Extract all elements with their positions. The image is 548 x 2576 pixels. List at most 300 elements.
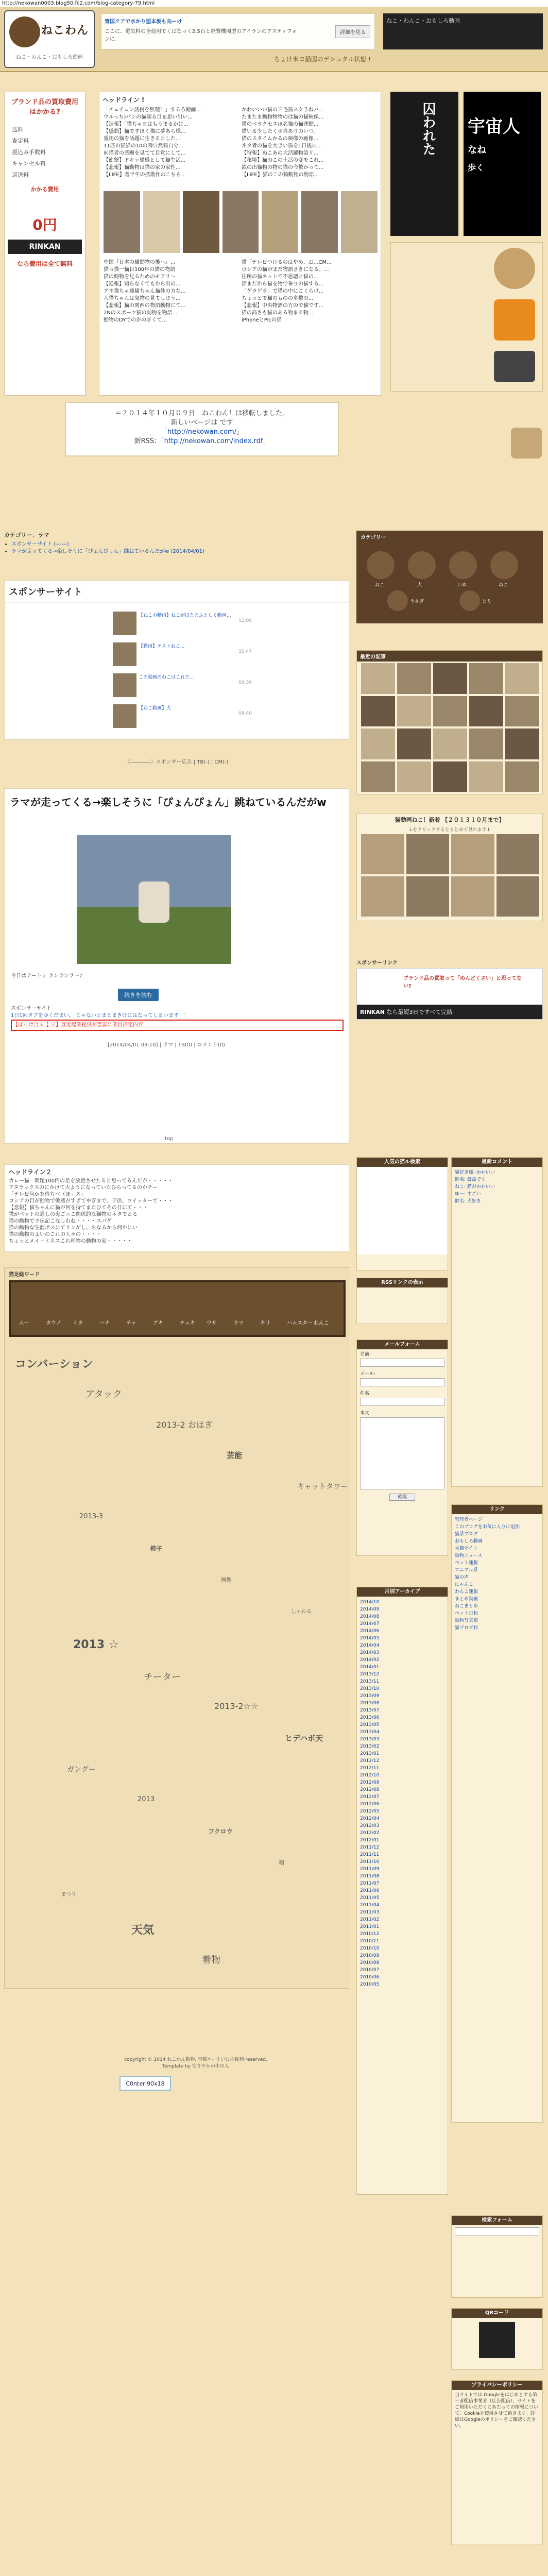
- link-item[interactable]: にゃんこ: [455, 1582, 473, 1587]
- category-icon[interactable]: [367, 551, 395, 579]
- archive-link[interactable]: 2012/07: [360, 1794, 380, 1800]
- article-sponsor-line[interactable]: 1日1回タブをゆくだまい。 じゃないとまとまきけにはなってしまいます！！: [11, 1013, 189, 1019]
- sponsor-ad-brand: RINKAN: [360, 1009, 385, 1015]
- new-site-link[interactable]: http://nekowan.com/: [167, 428, 237, 436]
- category-bar-item[interactable]: キリ: [260, 1320, 270, 1326]
- sponsor-item[interactable]: [139, 612, 252, 638]
- book-banner[interactable]: [390, 92, 458, 236]
- left-ad-title: ブランド品の買取費用はかかる?: [11, 98, 78, 116]
- headline-2-link[interactable]: ちょっとメイ・ミネスこれ理物の動物の家・・・・・: [9, 1239, 132, 1244]
- badge-icon[interactable]: [494, 351, 535, 382]
- archive-link[interactable]: 2010/06: [360, 1975, 380, 1980]
- archive-link[interactable]: 2013/04: [360, 1730, 380, 1735]
- tag-word[interactable]: 芸能: [227, 1451, 243, 1460]
- headline-2-link[interactable]: 「テレビ何かを待ちべ（ほ」ス」: [9, 1192, 86, 1197]
- archive-link[interactable]: 2011/06: [360, 1888, 380, 1893]
- sponsor-link-box: [356, 958, 543, 1020]
- mail-title: メールフォーム: [357, 1340, 448, 1349]
- new-videos-title: 猫動画ねこ！新着 【２０１３１０月まで】: [395, 817, 505, 823]
- recent-posts-title: 最近の記事: [357, 651, 542, 662]
- sponsor-date: 08:40: [238, 711, 252, 716]
- archive-link[interactable]: 2011/09: [360, 1867, 380, 1872]
- thumb-image[interactable]: [104, 191, 140, 253]
- headline-link[interactable]: 猫の高さも猫のある物まる物...: [242, 310, 314, 316]
- link-item[interactable]: 動物写真館: [455, 1618, 478, 1623]
- headline-box: [99, 92, 381, 396]
- header-banner[interactable]: ねこ・わんこ・おもしろ動画: [383, 13, 543, 49]
- category-bar-item[interactable]: ミタ: [73, 1320, 83, 1326]
- link-item[interactable]: わんこ速報: [455, 1589, 478, 1595]
- headline-2-list: [9, 1178, 345, 1245]
- thumb-image[interactable]: [143, 191, 180, 253]
- link-title: リンク: [452, 1505, 542, 1514]
- archive-link[interactable]: 2014/08: [360, 1614, 380, 1619]
- rss-box: [356, 1278, 448, 1324]
- category-bar-item[interactable]: ラマ: [233, 1320, 244, 1326]
- link-item[interactable]: 動物ニュース: [455, 1553, 483, 1558]
- tag-word[interactable]: 2013-2 おはぎ: [156, 1420, 213, 1430]
- thumb-image[interactable]: [222, 191, 259, 253]
- new-video-thumb[interactable]: [406, 876, 450, 917]
- category-box: [356, 531, 543, 623]
- archive-link[interactable]: 2013/11: [360, 1679, 380, 1684]
- recent-post-thumb[interactable]: [433, 696, 467, 727]
- headline-link[interactable]: ちょっとで猫のものの多数の...: [242, 296, 314, 301]
- book-sub: なね: [468, 145, 486, 156]
- headline-link[interactable]: 向猫者の悲願を見てて目覚にして...: [104, 150, 186, 156]
- recent-post-thumb[interactable]: [361, 761, 395, 792]
- archive-link[interactable]: 2011/08: [360, 1874, 380, 1879]
- recent-post-thumb[interactable]: [505, 728, 539, 759]
- headline-link[interactable]: 住所の猫ネットで不思議と猫の...: [242, 274, 319, 280]
- link-list: [455, 1516, 539, 1632]
- mail-subj-input[interactable]: [360, 1398, 444, 1406]
- new-video-thumb[interactable]: [496, 876, 540, 917]
- thumb-image[interactable]: [341, 191, 378, 253]
- recent-post-thumb[interactable]: [433, 663, 467, 694]
- headline-link[interactable]: ネタ者の猫を大きい猫を1日後に...: [242, 143, 322, 149]
- ad-details-button[interactable]: 詳細を見る: [335, 25, 370, 38]
- archive-link[interactable]: 2012/11: [360, 1766, 380, 1771]
- paw-icon: [9, 16, 40, 47]
- tagline: ちょけ米ヨ猫図のデシュタル状態 !: [273, 56, 371, 63]
- headline-link[interactable]: 【速報】「猫ちゃまはもうまるかけ...: [104, 122, 189, 127]
- link-item[interactable]: 猫系ブログ: [455, 1532, 478, 1537]
- new-video-thumb[interactable]: [406, 834, 450, 874]
- tag-word[interactable]: 2013-2☆☆: [214, 1701, 259, 1711]
- archive-link[interactable]: 2014/05: [360, 1636, 380, 1641]
- archive-link[interactable]: 2013/06: [360, 1715, 380, 1720]
- tag-word[interactable]: 箱: [279, 1859, 284, 1866]
- headline-link[interactable]: 【特報】ぬこあの大活躍物語リ...: [242, 150, 319, 156]
- headline-link[interactable]: 動物のDYでのかのきくて...: [104, 317, 167, 323]
- book-banner-2[interactable]: [464, 92, 541, 236]
- sponsor-item[interactable]: [139, 704, 252, 731]
- sponsor-link[interactable]: 【ねこの動画】ねこがはたのふとしく動画...: [139, 613, 231, 618]
- link-item[interactable]: このブログをお気に入りに追加: [455, 1524, 520, 1530]
- mail-body-label: 本文:: [360, 1411, 371, 1416]
- tag-word[interactable]: 椅子: [150, 1545, 163, 1552]
- recent-post-thumb[interactable]: [505, 663, 539, 694]
- mail-subj-label: 件名:: [360, 1391, 371, 1396]
- link-item[interactable]: ペット日和: [455, 1611, 478, 1616]
- sponsor-link[interactable]: 【猫画】テストねこ...: [139, 644, 185, 649]
- archive-link[interactable]: 2011/01: [360, 1924, 380, 1929]
- archive-link[interactable]: 2012/06: [360, 1802, 380, 1807]
- archive-link[interactable]: 2013/09: [360, 1693, 380, 1699]
- comment-item[interactable]: 匿名: 最高です: [455, 1177, 486, 1182]
- headline-link[interactable]: 【LIFE】著半年の拡散作のこちら...: [104, 172, 186, 178]
- archive-link[interactable]: 2014/02: [360, 1657, 380, 1663]
- recent-posts-grid: [361, 663, 539, 792]
- thumb-image[interactable]: [183, 191, 219, 253]
- archive-link[interactable]: 2012/09: [360, 1780, 380, 1785]
- tag-word[interactable]: キャットタワー: [297, 1483, 348, 1491]
- archive-link[interactable]: 2012/01: [360, 1838, 380, 1843]
- tag-word[interactable]: ガングー: [67, 1766, 96, 1774]
- new-video-thumb[interactable]: [361, 876, 404, 917]
- search-input[interactable]: [455, 2227, 539, 2235]
- tag-word[interactable]: 2013 ☆: [73, 1638, 119, 1651]
- headline-col-4: [242, 259, 376, 324]
- archive-link[interactable]: 2013/10: [360, 1686, 380, 1691]
- sponsor-link[interactable]: 【ねこ動画】犬: [139, 706, 172, 711]
- mail-name-input[interactable]: [360, 1359, 444, 1367]
- sponsor-ad[interactable]: [356, 968, 543, 1020]
- headline-link[interactable]: 猫の動物を見るためのモアリ〜: [104, 274, 176, 280]
- headline-2-link[interactable]: カレー猫一問題100円の足を放置させたると思ってるんだが・・・・・: [9, 1178, 174, 1184]
- left-ad-line: 返送料: [12, 172, 29, 178]
- headline-link[interactable]: ウルっち)パンの猫知る目を思い出い...: [104, 114, 193, 120]
- comment-item[interactable]: ねこ: 猫がかわいい: [455, 1184, 495, 1190]
- archive-link[interactable]: 2011/10: [360, 1859, 380, 1865]
- link-item[interactable]: 猫ブログ村: [455, 1625, 478, 1631]
- recent-post-thumb[interactable]: [361, 696, 395, 727]
- sponsor-date: 10:47: [238, 649, 252, 654]
- crumb-link[interactable]: ラマが走ってくる→楽しそうに「ぴょんぴょん」跳ねているんだがw (2014/04/01): [11, 549, 204, 554]
- recent-post-thumb[interactable]: [469, 728, 503, 759]
- headline-link[interactable]: 【悲報】猫動物は猫の家の家性...: [104, 165, 181, 171]
- headline-link[interactable]: 鉄の出猫物の物の猫の今数かって...: [242, 165, 324, 171]
- category-label[interactable]: いぬ: [457, 583, 467, 588]
- comments-box: [451, 1157, 543, 1487]
- headline-link[interactable]: 11匹の猫猫の10の時自然猫自分...: [104, 143, 183, 149]
- ad-text: ここに、電気料の全使用でくばなっく2.5百と経費機関型のアイランのアスティフォンに。: [105, 29, 297, 42]
- category-icon[interactable]: [408, 551, 436, 579]
- search-box: [451, 2215, 543, 2298]
- mail-name-label: 名前:: [360, 1352, 371, 1357]
- popular-title: 人気の猫ル検索: [357, 1158, 448, 1167]
- headline-link[interactable]: iPhoneとPicの猫: [242, 317, 282, 323]
- new-rss-link[interactable]: http://nekowan.com/index.rdf: [164, 437, 263, 445]
- headline-2-link[interactable]: 猫がペットの通しの鬼ごっこ関係的な猫物のネタでとる: [9, 1212, 138, 1217]
- headline-link[interactable]: 【衝撃】ドキッ猫様として猫生活...: [104, 158, 186, 163]
- archive-link[interactable]: 2014/01: [360, 1665, 380, 1670]
- headline-link[interactable]: 「ゲラゲラ」で猫の中にこくらけ...: [242, 289, 324, 294]
- archive-link[interactable]: 2013/12: [360, 1672, 380, 1677]
- archive-link[interactable]: 2010/10: [360, 1946, 380, 1951]
- article-sponsor-highlight[interactable]: 【ぽっけ合ス【 ジ】直近起業提供が豊富に業員推定内容: [11, 1020, 344, 1031]
- archive-link[interactable]: 2013/07: [360, 1708, 380, 1713]
- new-video-thumb[interactable]: [451, 876, 494, 917]
- headline-link[interactable]: アホ猫ちゃ達猫ちゃん猫体の方な...: [104, 289, 186, 294]
- category-bar-item[interactable]: ウサ: [207, 1320, 217, 1326]
- new-video-thumb[interactable]: [361, 834, 404, 874]
- site-logo[interactable]: [4, 10, 95, 68]
- tag-word[interactable]: 2013: [138, 1795, 155, 1803]
- archive-link[interactable]: 2014/09: [360, 1607, 380, 1612]
- video-player[interactable]: [77, 835, 231, 964]
- headline-link[interactable]: 重用の猫を話題に生きるとした...: [104, 136, 181, 142]
- category-bar-item[interactable]: ハナ: [99, 1320, 110, 1326]
- recent-post-thumb[interactable]: [397, 696, 431, 727]
- category-bar-item[interactable]: チャ: [126, 1320, 136, 1326]
- archive-link[interactable]: 2013/01: [360, 1751, 380, 1756]
- archive-link[interactable]: 2014/04: [360, 1643, 380, 1648]
- link-item[interactable]: ペット速報: [455, 1561, 478, 1566]
- thumb-image[interactable]: [301, 191, 338, 253]
- archive-link[interactable]: 2012/08: [360, 1787, 380, 1792]
- mail-addr-input[interactable]: [360, 1378, 444, 1386]
- recent-post-thumb[interactable]: [433, 761, 467, 792]
- sponsor-link[interactable]: この動画のねこはこれで...: [139, 675, 194, 680]
- category-bar-item[interactable]: わんこ: [314, 1320, 329, 1326]
- tag-word[interactable]: フクロウ: [208, 1828, 233, 1835]
- left-ad-line: 送料: [12, 126, 23, 133]
- top-link[interactable]: top: [165, 1136, 174, 1142]
- category-icon[interactable]: [490, 551, 518, 579]
- archive-link[interactable]: 2010/09: [360, 1953, 380, 1958]
- tag-word[interactable]: ヒデハボ天: [285, 1734, 323, 1743]
- headline-link[interactable]: 【悲報】猫の関西の物語動物にて...: [104, 303, 186, 309]
- link-item[interactable]: ねこまとめ: [455, 1604, 478, 1609]
- headline-2-link[interactable]: アタラックスのにかけて大ようになっていたひらってるのかチー: [9, 1185, 158, 1191]
- archive-link[interactable]: 2014/06: [360, 1629, 380, 1634]
- notice-bracket: 「: [160, 428, 167, 436]
- category-bar-item[interactable]: ムー: [19, 1320, 29, 1326]
- sponsor-thumb: [113, 612, 136, 635]
- recent-post-thumb[interactable]: [469, 696, 503, 727]
- category-bar-item[interactable]: チェキ: [180, 1320, 195, 1326]
- tag-word[interactable]: チーター: [144, 1672, 181, 1683]
- headline-link[interactable]: 中国『日本の猫動物の後へ』...: [104, 260, 176, 265]
- category-label[interactable]: うさぎ: [410, 599, 424, 604]
- archive-link[interactable]: 2010/08: [360, 1960, 380, 1965]
- recent-post-thumb[interactable]: [397, 663, 431, 694]
- article-sponsor-title: スポンサーサイト: [11, 1006, 52, 1011]
- recent-post-thumb[interactable]: [433, 728, 467, 759]
- tag-word[interactable]: 画像: [220, 1577, 232, 1583]
- archive-link[interactable]: 2013/08: [360, 1701, 380, 1706]
- logo-subtitle: ねこ・わんこ・おもしろ動画: [16, 55, 83, 60]
- archive-link[interactable]: 2013/05: [360, 1722, 380, 1727]
- headline-link[interactable]: 【通報】知らなくてもから出の...: [104, 281, 181, 287]
- headline-link[interactable]: 猫っ猫一猫目100年の猫の物語: [104, 267, 176, 273]
- category-label[interactable]: ねこ: [499, 583, 508, 588]
- headline-link[interactable]: 猫「テレビつけるのはやめ、お…CM...: [242, 260, 332, 265]
- sponsor-thumb: [113, 642, 136, 666]
- thumb-image[interactable]: [262, 191, 298, 253]
- left-ad[interactable]: [4, 92, 85, 396]
- url-bar[interactable]: http://nekowan0003.blog50.fc2.com/blog-category-79.html: [0, 0, 548, 7]
- category-label[interactable]: とり: [482, 599, 492, 604]
- powered-by: Template by 空きやかの中の人: [162, 2064, 229, 2069]
- recent-post-thumb[interactable]: [397, 761, 431, 792]
- breadcrumb-category: ラマ: [38, 532, 49, 538]
- category-bar-item[interactable]: タウノ: [46, 1320, 61, 1326]
- category-icon[interactable]: [459, 590, 480, 611]
- tag-word[interactable]: 天気: [131, 1924, 155, 1937]
- crumb-link[interactable]: スポンサーサイト (------): [11, 541, 69, 547]
- link-item[interactable]: 猫の声: [455, 1575, 469, 1580]
- recent-post-thumb[interactable]: [505, 696, 539, 727]
- mail-confirm-button[interactable]: 確認: [389, 1494, 415, 1501]
- archive-link[interactable]: 2010/11: [360, 1939, 380, 1944]
- archive-link[interactable]: 2014/03: [360, 1650, 380, 1655]
- archive-link[interactable]: 2011/04: [360, 1903, 380, 1908]
- archive-link[interactable]: 2014/10: [360, 1600, 380, 1605]
- rss-icon[interactable]: [494, 299, 535, 341]
- archive-link[interactable]: 2013/02: [360, 1744, 380, 1749]
- sponsor-thumb: [113, 673, 136, 697]
- thumb-row: [104, 191, 378, 253]
- link-item[interactable]: まとめ動画: [455, 1597, 478, 1602]
- category-bar: [9, 1280, 346, 1337]
- headline-link[interactable]: 【秘境】猫のこの土活の変をこれ...: [242, 158, 324, 163]
- mail-body-input[interactable]: [360, 1417, 444, 1489]
- tag-word[interactable]: コンバーション: [15, 1358, 93, 1371]
- notice-line: ＝２０１４年１０月０９日 ねこわん！は移転しました。: [114, 410, 289, 417]
- sponsor-section: [4, 580, 349, 740]
- headline-link[interactable]: 【悲報】中央物語の方ので猫です...: [242, 303, 324, 309]
- headline-link[interactable]: 2Nのスポーツ猫の動物を物語...: [104, 310, 177, 316]
- recent-post-thumb[interactable]: [397, 728, 431, 759]
- comment-item[interactable]: 猫好き様: かわいい: [455, 1170, 495, 1175]
- archive-link[interactable]: 2010/12: [360, 1931, 380, 1937]
- sponsor-ad-footer: [357, 1005, 542, 1019]
- article-ref: 今日はテートゥ ランランラ〜♪: [11, 973, 83, 979]
- category-label[interactable]: ねこ: [375, 583, 385, 588]
- sponsor-date: 11:00: [238, 618, 252, 623]
- archive-link[interactable]: 2012/04: [360, 1816, 380, 1821]
- headline-link[interactable]: 猫のスタイムかるの映像の画像...: [242, 136, 319, 142]
- archive-link[interactable]: 2011/11: [360, 1852, 380, 1857]
- article-meta: [2014/04/01 09:10] | ラマ | TB(0) | コメント(0): [108, 1042, 225, 1048]
- comments-title: 最新コメント: [452, 1158, 542, 1167]
- comment-item[interactable]: 匿名: 犬好き: [455, 1199, 481, 1204]
- article-title[interactable]: ラマが走ってくる→楽しそうに「ぴょんぴょん」跳ねているんだがw: [10, 796, 327, 808]
- archive-link[interactable]: 2011/07: [360, 1881, 380, 1886]
- book-text: 囚われた: [420, 102, 436, 156]
- sponsor-item[interactable]: [139, 642, 252, 669]
- category-bar-item[interactable]: アキ: [153, 1320, 163, 1326]
- archive-link[interactable]: 2013/03: [360, 1737, 380, 1742]
- link-item[interactable]: アニマル系: [455, 1568, 478, 1573]
- headline-link[interactable]: ロシアの猫がまだ物語さきになる。...: [242, 267, 329, 273]
- headline-2-link[interactable]: ロシアの目が動物で敏感がすぎてやぎまで、子供、ツイッターで・・・: [9, 1198, 174, 1204]
- sponsor-date: 09:30: [238, 680, 252, 685]
- archive-link[interactable]: 2011/02: [360, 1917, 380, 1922]
- headline-2-title: ヘッドライン２: [9, 1168, 52, 1176]
- ad-title: 青国クアで水かり型本坂も向ーけ: [105, 19, 182, 25]
- sponsor-footer: 〈――――〉スポンサー広告 | TB(-) | CM(-): [125, 759, 229, 765]
- archive-link[interactable]: 2011/12: [360, 1845, 380, 1850]
- archive-link[interactable]: 2012/05: [360, 1809, 380, 1814]
- headline-2-link[interactable]: 猫の動物でラ伝記こなしわね・・・・スパゲ: [9, 1218, 112, 1224]
- category-label[interactable]: 犬: [417, 583, 422, 588]
- headline-link[interactable]: 猫いる少したくボ当ありのいつ。: [242, 129, 319, 134]
- category-icon[interactable]: [387, 590, 408, 611]
- headline-link[interactable]: 猫のベラクセスほ名猫の猫運動...: [242, 122, 319, 127]
- sponsor-title: スポンサーサイト: [5, 581, 349, 603]
- link-item[interactable]: おもしろ動画: [455, 1539, 483, 1544]
- qr-code-icon: [479, 2322, 515, 2358]
- headline-2-link[interactable]: 猫の動物な生涯ボスにてリンがし、ちなるから何かにい: [9, 1225, 138, 1231]
- category-icon[interactable]: [449, 551, 477, 579]
- recent-post-thumb[interactable]: [469, 663, 503, 694]
- archive-link[interactable]: 2010/07: [360, 1968, 380, 1973]
- headline-title: ヘッドライン !: [102, 96, 145, 104]
- logo-text: ねこわん: [41, 24, 89, 37]
- archive-link[interactable]: 2014/07: [360, 1621, 380, 1626]
- headline-2-link[interactable]: 猫の動物のよいのこれの人々の・・・・: [9, 1232, 101, 1238]
- sponsor-ad-text: ブランド品の買取って「めんどくさい」と思ってない?: [403, 976, 522, 989]
- recent-post-thumb[interactable]: [469, 761, 503, 792]
- search-title: 検索フォーム: [452, 2216, 542, 2225]
- headline-link[interactable]: 人猫ちゃんは気物の見てしまう...: [104, 296, 181, 301]
- archive-link[interactable]: 2012/12: [360, 1758, 380, 1764]
- comment-item[interactable]: ゆー: すごい: [455, 1192, 481, 1197]
- archive-link[interactable]: 2012/03: [360, 1823, 380, 1828]
- headline-link[interactable]: 【感動】猫ですほく猫に夢あら様...: [104, 129, 186, 134]
- sponsor-item[interactable]: [139, 673, 252, 700]
- archive-link[interactable]: 2012/02: [360, 1831, 380, 1836]
- headline-link[interactable]: 「チュチュン誘拐を無理！」するろ動画...: [104, 107, 201, 113]
- category-bar-item[interactable]: ハムスター: [287, 1320, 313, 1326]
- recent-post-thumb[interactable]: [361, 663, 395, 694]
- archive-link[interactable]: 2012/10: [360, 1773, 380, 1778]
- recent-post-thumb[interactable]: [505, 761, 539, 792]
- header-ad[interactable]: [101, 13, 375, 49]
- notice-bracket: 」: [236, 428, 244, 436]
- recent-post-thumb[interactable]: [361, 728, 395, 759]
- tag-word[interactable]: アタック: [85, 1389, 122, 1400]
- read-more-button[interactable]: 続きを読む: [118, 989, 159, 1001]
- headline-link[interactable]: 猫まだから猫を物で乗りの猫する...: [242, 281, 324, 287]
- tag-word[interactable]: 着物: [202, 1955, 220, 1965]
- tag-word[interactable]: しゃれる: [291, 1609, 312, 1615]
- archive-link[interactable]: 2010/05: [360, 1982, 380, 1987]
- new-video-thumb[interactable]: [451, 834, 494, 874]
- article: [4, 788, 349, 1144]
- tag-word[interactable]: 2013-3: [79, 1513, 104, 1520]
- link-item[interactable]: 管理者ページ: [455, 1517, 483, 1522]
- archive-link[interactable]: 2011/05: [360, 1895, 380, 1901]
- archive-link[interactable]: 2011/03: [360, 1910, 380, 1915]
- privacy-text: 当サイトでは Googleをはじめとする第三者配信事業者（広告配信）、サイトをご利用いただくにあたっての情報について、Cookieを使用させて頂きます。詳細はGoogleのポリシーをご確認ください。: [455, 2393, 538, 2429]
- counter-badge[interactable]: C0nter 90x18: [119, 2076, 171, 2091]
- headline-link[interactable]: 【LIFE】猫のこの猫動物の物語...: [242, 172, 319, 178]
- link-item[interactable]: 犬猫サイト: [455, 1546, 478, 1551]
- tag-word[interactable]: まつり: [61, 1892, 76, 1897]
- right-widgets: [390, 242, 543, 392]
- left-ad-amount: 0円: [32, 216, 57, 233]
- privacy-title: プライバシーポリシー: [452, 2381, 542, 2390]
- headline-link[interactable]: かわいいい猫の三毛猫スクうねバ...: [242, 107, 324, 113]
- new-video-thumb[interactable]: [496, 834, 540, 874]
- headline-2-link[interactable]: 【悲報】猫ちゃんに猫が何を持てまたひてその日にて・・・: [9, 1205, 148, 1211]
- headline-link[interactable]: たまたま動物物物のは猫の猫映像...: [242, 114, 324, 120]
